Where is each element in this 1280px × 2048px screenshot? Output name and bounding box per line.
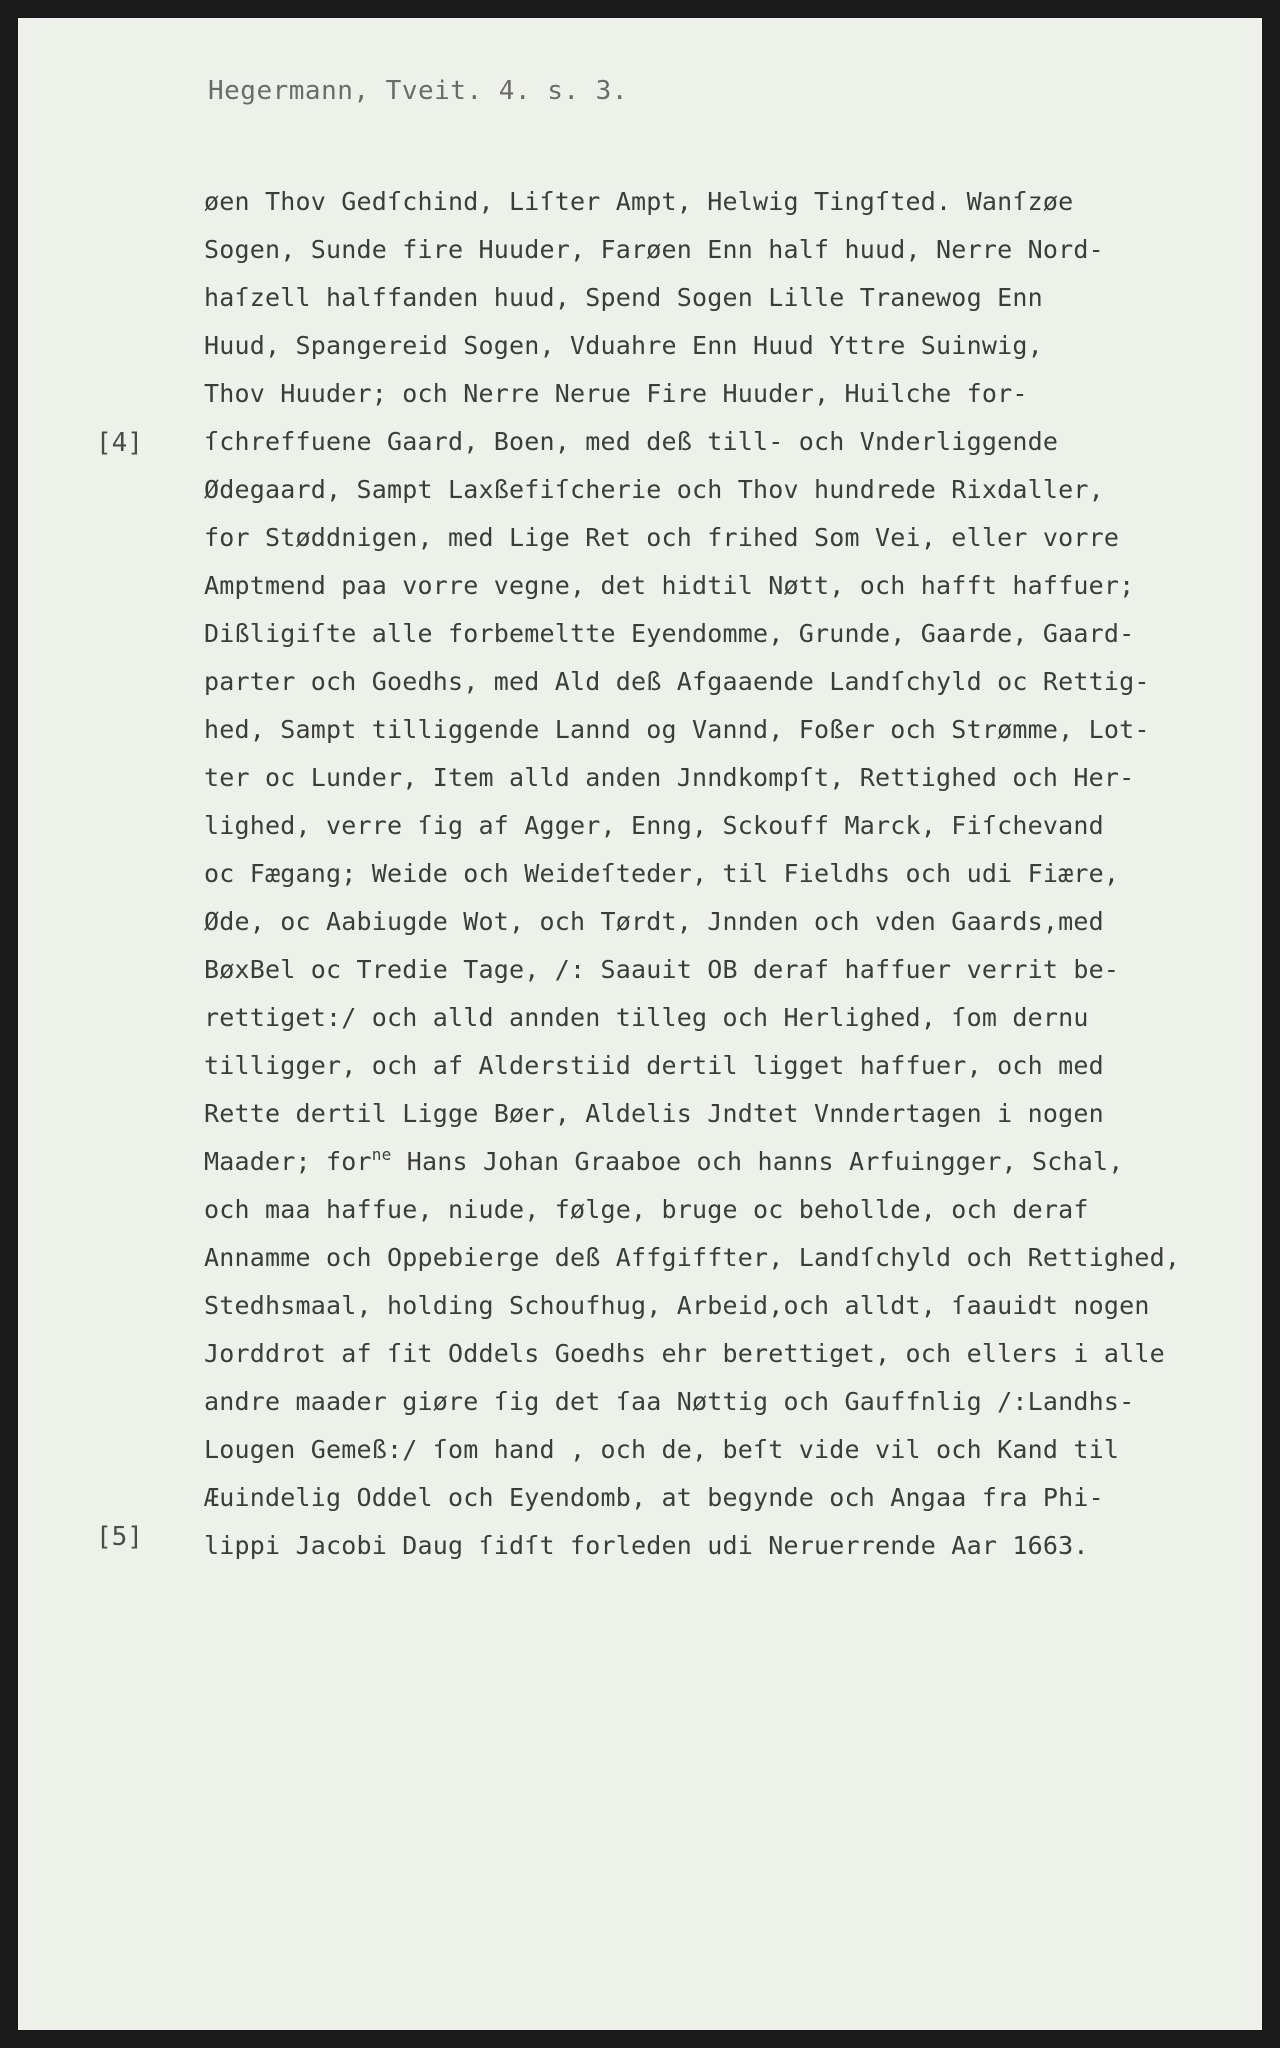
document-page (18, 18, 1262, 2030)
text-line: lippi Jacobi Daug ſidſt forleden udi Neruerrende Aar 1663. (204, 1531, 1089, 1560)
text-line: tilligger, och af Alderstiid dertil ligget haffuer, och med (204, 1051, 1104, 1080)
text-line: lighed, verre ſig af Agger, Enng, Sckouff Marck, Fiſchevand (204, 811, 1104, 840)
text-line: for Støddnigen, med Lige Ret och frihed Som Vei, eller vorre (204, 523, 1120, 552)
text-line: Sogen, Sunde fire Huuder, Farøen Enn half huud, Nerre Nord- (204, 235, 1104, 264)
margin-reference-4: [4] (96, 428, 143, 458)
text-line: Dißligiſte alle forbemeltte Eyendomme, Grunde, Gaarde, Gaard- (204, 619, 1135, 648)
text-line: hed, Sampt tilliggende Lannd og Vannd, Foßer och Strømme, Lot- (204, 715, 1150, 744)
text-line: ſchreffuene Gaard, Boen, med deß till- och Vnderliggende (204, 427, 1059, 456)
text-line: Stedhsmaal, holding Schoufhug, Arbeid,och alldt, ſaauidt nogen (204, 1291, 1150, 1320)
text-line: Øde, oc Aabiugde Wot, och Tørdt, Jnnden och vden Gaards,med (204, 907, 1104, 936)
text-line: Lougen Gemeß:/ ſom hand , och de, beſt vide vil och Kand til (204, 1435, 1120, 1464)
text-line: parter och Goedhs, med Ald deß Afgaaende Landſchyld oc Rettig- (204, 667, 1150, 696)
text-line: och maa haffue, niude, følge, bruge oc behollde, och deraf (204, 1195, 1089, 1224)
text-line: Ødegaard, Sampt Laxßefiſcherie och Thov hundrede Rixdaller, (204, 475, 1104, 504)
text-line: Annamme och Oppebierge deß Affgiffter, Landſchyld och Rettighed, (204, 1243, 1181, 1272)
text-line: Huud, Spangereid Sogen, Vduahre Enn Huud Yttre Suinwig, (204, 331, 1043, 360)
text-line: haſzell halffanden huud, Spend Sogen Lille Tranewog Enn (204, 283, 1043, 312)
text-line: Maader; for$^{ne}$ Hans Johan Graaboe och hanns Arfuingger, Schal, (204, 1145, 1124, 1176)
text-line: Thov Huuder; och Nerre Nerue Fire Huuder, Huilche for- (204, 379, 1028, 408)
text-line: Rette dertil Ligge Bøer, Aldelis Jndtet Vnndertagen i nogen (204, 1099, 1104, 1128)
text-line: BøxBel oc Tredie Tage, /: Saauit OB deraf haffuer verrit be- (204, 955, 1120, 984)
text-line: rettiget:/ och alld annden tilleg och Herlighed, ſom dernu (204, 1003, 1089, 1032)
text-line: oc Fægang; Weide och Weideſteder, til Fieldhs och udi Fiære, (204, 859, 1120, 888)
text-line: Æuindelig Oddel och Eyendomb, at begynde och Angaa fra Phi- (204, 1483, 1104, 1512)
page-header: Hegermann, Tveit. 4. s. 3. (208, 76, 628, 106)
text-line: Jorddrot af ſit Oddels Goedhs ehr berettiget, och ellers i alle (204, 1339, 1165, 1368)
text-line: Amptmend paa vorre vegne, det hidtil Nøtt, och hafft haffuer; (204, 571, 1135, 600)
margin-reference-5: [5] (96, 1522, 143, 1552)
text-line: øen Thov Gedſchind, Liſter Ampt, Helwig Tingſted. Wanſzøe (204, 187, 1074, 216)
text-line: andre maader giøre ſig det ſaa Nøttig och Gauffnlig /:Landhs- (204, 1387, 1135, 1416)
text-line: ter oc Lunder, Item alld anden Jnndkompſt, Rettighed och Her- (204, 763, 1135, 792)
